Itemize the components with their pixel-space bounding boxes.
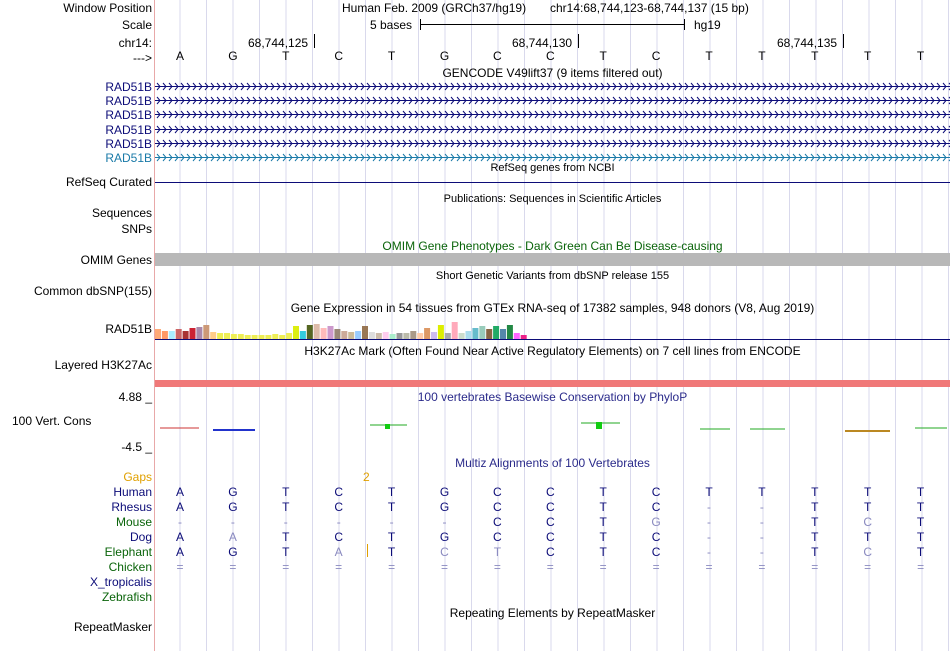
gtex-gene-line — [155, 339, 950, 340]
coord-tick-2: 68,744,130 — [512, 36, 573, 50]
aligned-base: = — [811, 560, 819, 574]
track-label-column — [0, 0, 154, 651]
aligned-base: = — [599, 560, 607, 574]
aligned-base: C — [651, 485, 661, 499]
gtex-tissue-bar[interactable] — [472, 328, 478, 339]
species-label-x_tropicalis[interactable]: X_tropicalis — [89, 575, 152, 589]
position-text: chr14:68,744,123-68,744,137 (15 bp) — [550, 1, 749, 15]
aligned-base: T — [916, 500, 925, 514]
gap-insertion-line — [367, 544, 368, 557]
aligned-base: - — [759, 500, 764, 514]
aligned-base: = — [282, 560, 290, 574]
aligned-base: C — [334, 530, 344, 544]
aligned-base: T — [282, 530, 290, 544]
gtex-tissue-bar[interactable] — [507, 325, 513, 339]
scale-bar — [420, 24, 684, 25]
aligned-base: T — [864, 485, 872, 499]
gencode-label-3[interactable]: RAD51B — [105, 108, 152, 122]
snps-label[interactable]: SNPs — [121, 222, 152, 236]
aligned-base: C — [334, 485, 344, 499]
aligned-base: T — [387, 530, 396, 544]
aligned-base: A — [175, 545, 184, 559]
gtex-tissue-bar[interactable] — [321, 328, 327, 339]
aligned-base: T — [493, 545, 502, 559]
aligned-base: G — [228, 485, 238, 499]
refseq-label[interactable]: RefSeq Curated — [65, 175, 152, 189]
aligned-base: - — [442, 515, 447, 529]
gtex-tissue-bar[interactable] — [424, 328, 430, 339]
gtex-tissue-bar[interactable] — [169, 331, 175, 339]
aligned-base: A — [175, 485, 184, 499]
aligned-base: - — [336, 515, 341, 529]
aligned-base: T — [916, 545, 925, 559]
aligned-base: T — [864, 500, 872, 514]
coord-tick-mark-2 — [578, 34, 579, 48]
gencode-gene-line-1[interactable] — [155, 82, 950, 91]
aligned-base: G — [439, 485, 450, 499]
aligned-base: T — [864, 530, 872, 544]
aligned-base: T — [282, 500, 290, 514]
gtex-tissue-bar[interactable] — [155, 329, 161, 339]
aligned-base: = — [493, 560, 501, 574]
aligned-base: A — [228, 530, 237, 544]
aligned-base: C — [545, 530, 555, 544]
assembly-text: Human Feb. 2009 (GRCh37/hg19) — [342, 1, 527, 15]
reference-base: T — [705, 49, 713, 63]
coord-tick-mark-1 — [314, 34, 315, 48]
reference-base: T — [758, 49, 766, 63]
gtex-tissue-bar[interactable] — [466, 331, 472, 339]
aligned-base: C — [493, 515, 502, 529]
gtex-tissue-bar[interactable] — [348, 332, 354, 339]
aligned-base: G — [439, 500, 450, 514]
gencode-label-1[interactable]: RAD51B — [105, 80, 152, 94]
db-text: hg19 — [694, 18, 721, 32]
aligned-base: C — [440, 545, 449, 559]
coord-tick-1: 68,744,125 — [248, 36, 309, 50]
gtex-tissue-bar[interactable] — [355, 331, 361, 339]
aligned-base: C — [545, 515, 555, 529]
reference-base: C — [545, 49, 555, 63]
reference-base: C — [651, 49, 661, 63]
aligned-base: T — [282, 545, 290, 559]
aligned-base: = — [335, 560, 343, 574]
species-label-mouse[interactable]: Mouse — [115, 515, 152, 529]
aligned-base: T — [599, 485, 607, 499]
aligned-base: T — [387, 485, 396, 499]
aligned-base: = — [176, 560, 184, 574]
gtex-tissue-bar[interactable] — [383, 332, 389, 339]
reference-base: T — [864, 49, 872, 63]
gtex-label[interactable]: RAD51B — [105, 322, 152, 336]
gtex-tissue-bar[interactable] — [328, 326, 334, 339]
gtex-tissue-bar[interactable] — [479, 326, 485, 339]
reference-base: G — [439, 49, 450, 63]
species-label-zebrafish[interactable]: Zebrafish — [101, 590, 152, 604]
aligned-base: = — [440, 560, 448, 574]
track-data-area[interactable] — [155, 0, 950, 651]
aligned-base: C — [493, 500, 502, 514]
aligned-base: = — [652, 560, 660, 574]
species-label-chicken[interactable]: Chicken — [108, 560, 152, 574]
aligned-base: - — [389, 515, 394, 529]
aligned-base: G — [228, 500, 238, 514]
gtex-tissue-bar[interactable] — [438, 325, 444, 339]
gencode-gene-line-3[interactable] — [155, 110, 950, 119]
phylop-title: 100 vertebrates Basewise Conservation by PhyloP — [417, 390, 688, 404]
reference-base: T — [811, 49, 819, 63]
aligned-base: G — [439, 530, 450, 544]
publications-title: Publications: Sequences in Scientific Articles — [443, 193, 662, 205]
refseq-gene-line[interactable] — [155, 182, 950, 183]
aligned-base: C — [493, 485, 502, 499]
h3k27ac-signal-bar[interactable] — [155, 380, 950, 387]
aligned-base: = — [864, 560, 872, 574]
gtex-tissue-bar[interactable] — [183, 331, 189, 339]
gtex-tissue-bar[interactable] — [486, 329, 492, 339]
aligned-base: G — [228, 545, 238, 559]
window-position-label: Window Position — [63, 1, 152, 15]
aligned-base: T — [811, 485, 819, 499]
aligned-base: T — [387, 545, 396, 559]
reference-base: T — [282, 49, 290, 63]
scale-text: 5 bases — [370, 18, 413, 32]
aligned-base: = — [705, 560, 713, 574]
phylop-min-label: -4.5 _ — [121, 440, 152, 454]
aligned-base: T — [758, 485, 766, 499]
gtex-tissue-bar[interactable] — [210, 332, 216, 339]
species-label-dog[interactable]: Dog — [129, 530, 152, 544]
gencode-label-6[interactable]: RAD51B — [105, 151, 152, 165]
reference-base: T — [916, 49, 925, 63]
phylop-label[interactable]: 100 Vert. Cons — [12, 414, 92, 428]
aligned-base: T — [282, 485, 290, 499]
phylop-signal[interactable] — [155, 418, 950, 438]
reference-base: T — [387, 49, 396, 63]
aligned-base: C — [334, 500, 344, 514]
gtex-title: Gene Expression in 54 tissues from GTEx RNA-seq of 17382 samples, 948 donors (V8, Aug 2019) — [290, 301, 815, 315]
gtex-tissue-bar[interactable] — [176, 329, 182, 339]
gtex-tissue-bar[interactable] — [314, 324, 320, 339]
reference-base: T — [599, 49, 607, 63]
aligned-base: T — [811, 530, 819, 544]
refseq-title: RefSeq genes from NCBI — [490, 162, 615, 174]
aligned-base: - — [759, 530, 764, 544]
aligned-base: C — [651, 530, 661, 544]
gencode-label-5[interactable]: RAD51B — [105, 137, 152, 151]
omim-gene-bar[interactable] — [155, 253, 950, 266]
h3k27ac-label[interactable]: Layered H3K27Ac — [54, 358, 152, 372]
aligned-base: A — [334, 545, 343, 559]
aligned-base: C — [863, 545, 873, 559]
reference-base: G — [228, 49, 238, 63]
aligned-base: = — [758, 560, 766, 574]
gencode-gene-line-6[interactable] — [155, 153, 950, 162]
aligned-base: T — [599, 500, 607, 514]
coord-tick-mark-3 — [843, 34, 844, 48]
gtex-tissue-bar[interactable] — [293, 326, 299, 339]
aligned-base: C — [863, 515, 873, 529]
gtex-tissue-bar[interactable] — [203, 325, 209, 339]
strand-toggle[interactable]: ---> — [133, 51, 152, 65]
aligned-base: C — [651, 500, 661, 514]
gencode-label-2[interactable]: RAD51B — [105, 94, 152, 108]
gtex-tissue-bar[interactable] — [307, 325, 313, 339]
aligned-base: = — [917, 560, 925, 574]
aligned-base: T — [705, 485, 713, 499]
aligned-base: = — [546, 560, 554, 574]
aligned-base: = — [229, 560, 237, 574]
gtex-tissue-bar[interactable] — [500, 329, 506, 339]
gtex-tissue-bar[interactable] — [162, 331, 168, 339]
species-label-human[interactable]: Human — [113, 485, 152, 499]
aligned-base: C — [545, 485, 555, 499]
repeatmasker-label[interactable]: RepeatMasker — [73, 620, 152, 634]
aligned-base: - — [707, 530, 711, 544]
aligned-base: T — [916, 515, 925, 529]
scale-label: Scale — [121, 18, 152, 32]
aligned-base: C — [493, 530, 502, 544]
aligned-base: T — [599, 545, 607, 559]
gtex-tissue-bar[interactable] — [452, 322, 458, 339]
gap-marker: 2 — [363, 470, 370, 484]
multiz-title: Multiz Alignments of 100 Vertebrates — [455, 456, 650, 470]
aligned-base: = — [388, 560, 396, 574]
scale-bar-right-tick — [684, 19, 685, 30]
aligned-base: T — [599, 515, 607, 529]
h3k27ac-title: H3K27Ac Mark (Often Found Near Active Regulatory Elements) on 7 cell lines from ENCODE — [304, 344, 801, 358]
aligned-base: T — [811, 545, 819, 559]
aligned-base: T — [599, 530, 607, 544]
gtex-tissue-bar[interactable] — [431, 332, 437, 339]
aligned-base: C — [651, 545, 661, 559]
aligned-base: - — [283, 515, 288, 529]
aligned-base: - — [707, 500, 711, 514]
aligned-base: - — [230, 515, 235, 529]
aligned-base: - — [759, 545, 764, 559]
gtex-tissue-bar[interactable] — [334, 329, 340, 339]
aligned-base: G — [651, 515, 661, 529]
reference-base: C — [493, 49, 502, 63]
phylop-max-label: 4.88 _ — [118, 390, 152, 404]
aligned-base: C — [545, 545, 555, 559]
species-label-rhesus[interactable]: Rhesus — [111, 500, 152, 514]
species-label-elephant[interactable]: Elephant — [104, 545, 152, 559]
omim-label[interactable]: OMIM Genes — [80, 253, 152, 267]
gtex-tissue-bar[interactable] — [300, 331, 306, 339]
aligned-base: C — [545, 500, 555, 514]
gencode-gene-line-2[interactable] — [155, 96, 950, 105]
aligned-base: T — [811, 515, 819, 529]
gtex-tissue-bar[interactable] — [190, 328, 196, 339]
gtex-tissue-bar[interactable] — [341, 331, 347, 339]
gaps-label: Gaps — [123, 470, 152, 484]
gtex-tissue-bar[interactable] — [196, 327, 202, 339]
coord-tick-3: 68,744,135 — [777, 36, 838, 50]
gencode-label-4[interactable]: RAD51B — [105, 123, 152, 137]
chromosome-label: chr14: — [118, 36, 152, 50]
scale-bar-left-tick — [420, 19, 421, 30]
aligned-base: A — [175, 530, 184, 544]
aligned-base: T — [916, 530, 925, 544]
aligned-base: A — [175, 500, 184, 514]
gtex-bar-chart[interactable] — [155, 318, 950, 340]
omim-title: OMIM Gene Phenotypes - Dark Green Can Be Disease-causing — [382, 239, 723, 253]
repeatmasker-title: Repeating Elements by RepeatMasker — [449, 606, 656, 620]
aligned-base: - — [707, 545, 711, 559]
gencode-title: GENCODE V49lift37 (9 items filtered out) — [442, 66, 663, 80]
aligned-base: - — [759, 515, 764, 529]
gtex-tissue-bar[interactable] — [362, 326, 368, 339]
gtex-tissue-bar[interactable] — [493, 326, 499, 339]
aligned-base: T — [387, 500, 396, 514]
gencode-gene-line-4[interactable] — [155, 125, 950, 134]
dbsnp-title: Short Genetic Variants from dbSNP release 155 — [435, 270, 670, 282]
aligned-base: T — [916, 485, 925, 499]
sequences-label[interactable]: Sequences — [91, 206, 152, 220]
gtex-tissue-bar[interactable] — [369, 332, 375, 339]
aligned-base: T — [811, 500, 819, 514]
dbsnp-label[interactable]: Common dbSNP(155) — [33, 284, 152, 298]
aligned-base: - — [178, 515, 182, 529]
gencode-gene-line-5[interactable] — [155, 139, 950, 148]
reference-base: C — [334, 49, 344, 63]
aligned-base: - — [707, 515, 711, 529]
reference-base: A — [175, 49, 184, 63]
gtex-tissue-bar[interactable] — [410, 331, 416, 339]
